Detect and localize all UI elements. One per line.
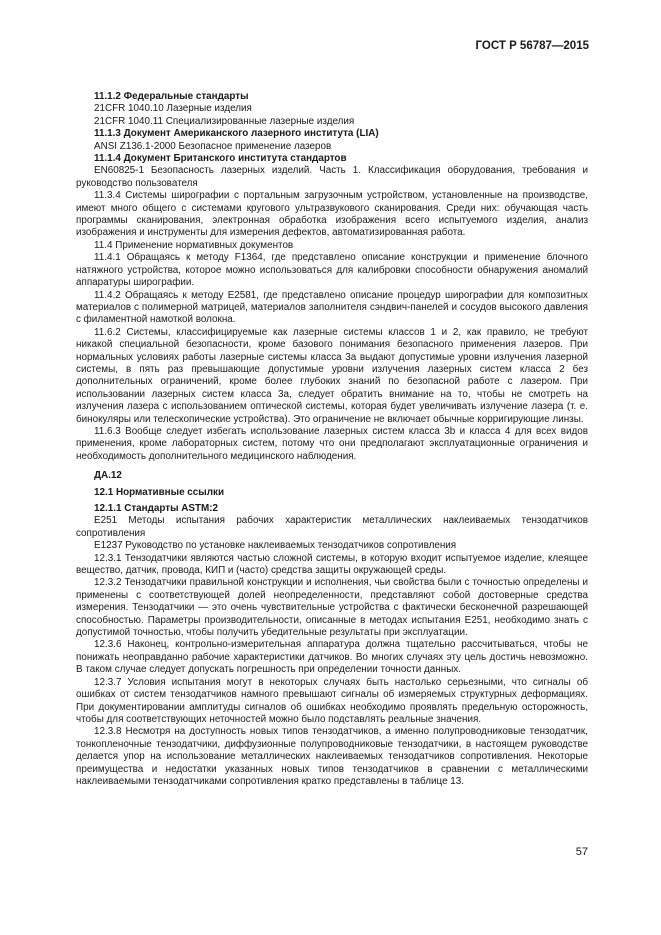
section-heading: 11.1.2 Федеральные стандарты [94, 91, 249, 102]
reference-entry: E251 Методы испытания рабочих характеристик металлических наклеиваемых тензодатчиков сопротивления [76, 515, 588, 539]
body-paragraph: 12.3.1 Тензодатчики являются частью сложной системы, в которую входит испытуемое изделие, клеящее вещество, датчик, провода, КИП и (часто) средства защиты окружающей среды. [76, 552, 588, 577]
page-number: 57 [575, 846, 588, 858]
reference-entry: ANSI Z136.1-2000 Безопасное применение лазеров [94, 140, 332, 152]
reference-entry: EN60825-1 Безопасность лазерных изделий. Часть 1. Классификация оборудования, требования и руководство пользователя [76, 165, 588, 189]
body-paragraph: 12.3.8 Несмотря на доступность новых типов тензодатчиков, а именно полупроводниковые тензодатчик, тонкопленочные тензодатчики, диффузионные полупроводниковые тензодатчики, в настоящем руководстве делается упор на использование металлических наклеиваемых тензодатчиков сопротивления. Некоторые преимущества и недостатки указанных новых типов тензодатчиков в сравнении с металлическими наклеиваемыми тензодатчиками сопротивления кратко представлены в таблице 13. [76, 726, 588, 787]
section-heading: ДА.12 [94, 470, 122, 482]
body-paragraph: 11.4.1 Обращаясь к методу F1364, где представлено описание конструкции и применение блочного натяжного устройства, которое можно использоваться для калибровки способности обнаружения аномалий аппаратуры ширографии. [76, 252, 588, 289]
document-body [76, 91, 588, 788]
body-paragraph: 11.4 Применение нормативных документов [94, 239, 294, 251]
body-paragraph: 12.3.6 Наконец, контрольно-измерительная аппаратура должна тщательно рассчитываться, чтобы не понижать неоправданно рабочие характеристики датчиков. Во многих случаях эту цель достичь невозможно. В таком случае следует допускать погрешность при определении точности данных. [76, 639, 588, 676]
section-heading: 11.1.4 Документ Британского института стандартов [94, 153, 347, 165]
body-paragraph: 12.3.2 Тензодатчики правильной конструкции и исполнения, чьи свойства были с точностью определены и применены с соответствующей долей неопределенности, представляют собой достоверные средства измерения. Тензодатчики — это очень чувствительные устройства с фактически бесконечной разрешающей способностью. Параметры производительности, описанные в методах испытания E251, необходимо знать с допустимой точностью, чтобы получить убедительные результаты при эксплуатации. [76, 577, 588, 639]
section-heading: 12.1 Нормативные ссылки [94, 486, 225, 498]
document-header-standard-id: ГОСТ Р 56787—2015 [475, 40, 589, 52]
reference-entry: E1237 Руководство по установке наклеиваемых тензодатчиков сопротивления [94, 540, 457, 552]
reference-entry: 21CFR 1040.11 Специализированные лазерные изделия [94, 115, 355, 127]
section-heading: 11.1.3 Документ Американского лазерного института (LIA) [94, 128, 379, 140]
body-paragraph: 11.3.4 Системы ширографии с портальным загрузочным устройством, установленные на производстве, имеют много общего с системами кругового ультразвукового сканирования. Среди них: обучающая часть программы сканирования, электронная обработка изображения всего испытуемого изделия, анализ изображения и инструменты для измерения дефектов, автоматизированная работа. [76, 190, 588, 239]
body-paragraph: 11.6.3 Вообще следует избегать использование лазерных систем класса 3b и класса 4 для всех видов применения, кроме лабораторных систем, потому что они предполагают эксплуатационные ограничения и необходимость дополнительного медицинского наблюдения. [76, 425, 588, 462]
body-paragraph: 12.3.7 Условия испытания могут в некоторых случаях быть настолько серьезными, что сигналы об ошибках от систем тензодатчиков намного превышают сигналы об измеряемых структурных деформациях. При документировании амплитуды сигналов об ошибках необходимо проявлять предельную осторожность, чтобы для соответствующих неточностей можно было подставлять реальные значения. [76, 676, 588, 725]
body-paragraph: 11.4.2 Обращаясь к методу E2581, где представлено описание процедур ширографии для композитных материалов с полимерной матрицей, материалов заполнителя сэндвич-панелей и сосудов высокого давления с филаментной намоткой волокна. [76, 289, 588, 326]
reference-entry: 21CFR 1040.10 Лазерные изделия [94, 103, 252, 115]
section-heading: 12.1.1 Стандарты ASTM:2 [94, 503, 219, 514]
body-paragraph: 11.6.2 Системы, классифицируемые как лазерные системы классов 1 и 2, как правило, не требуют никакой специальной безопасности, кроме базового понимания безопасного применения лазеров. При нормальных условиях работы лазерные системы класса 3а выдают допустимые уровни излучения лазерной системы, в пять раз превышающие допустимые уровни излучения лазерных систем класса 2 без дополнительных ограничений, кроме более глубоких знаний по безопасной работе с лазером. При использовании лазерных систем класса 3а, следует обратить внимание на то, чтобы не смотреть на излучения лазера с использованием оптической системы, которая будет увеличивать излучение лазера (т. е. бинокуляры или телескопические устройства). Это ограничение не включает обычные корригирующие линзы. [76, 326, 588, 425]
